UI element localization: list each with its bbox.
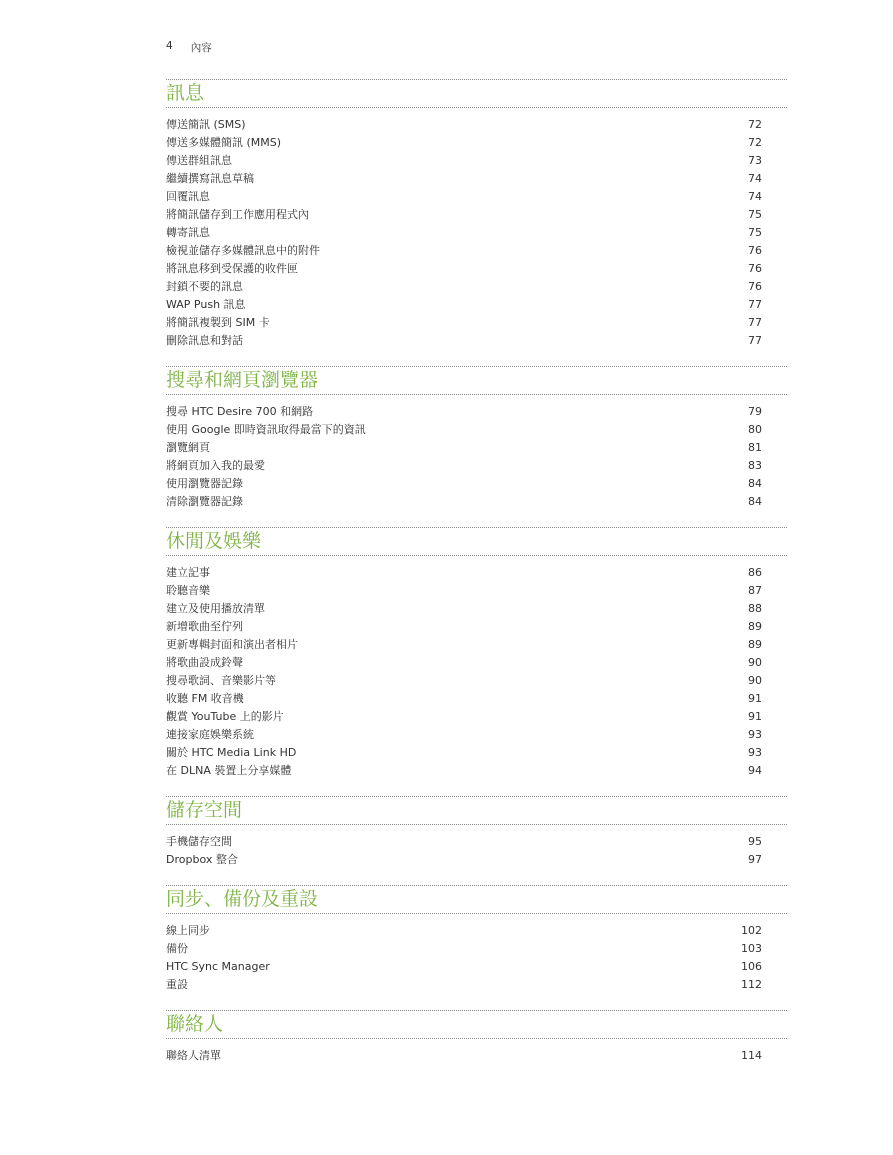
toc-entry-label: 繼續撰寫訊息草稿 [166,172,254,185]
toc-entry-label: 在 DLNA 裝置上分享媒體 [166,764,292,777]
toc-entry-label: WAP Push 訊息 [166,298,246,311]
toc-entry[interactable] [166,403,787,421]
toc-entry-label: 瀏覽網頁 [166,441,210,454]
toc-entry[interactable] [166,332,787,350]
toc-section [166,79,787,350]
toc-entry-label: 傳送多媒體簡訊 (MMS) [166,136,282,149]
toc-entry-page: 91 [748,692,762,705]
toc-entry-page: 84 [748,477,762,490]
toc-entry-page: 84 [748,495,762,508]
toc-entry-page: 89 [748,620,762,633]
toc-entry-page: 93 [748,728,762,741]
toc-entry[interactable] [166,976,787,994]
toc-entry-label: 關於 HTC Media Link HD [166,746,297,759]
toc-entry[interactable] [166,457,787,475]
section-title: 同步、備份及重設 [166,885,787,914]
toc-entry[interactable] [166,475,787,493]
toc-entry[interactable] [166,421,787,439]
toc-entry-page: 87 [748,584,762,597]
toc-entry-label: 新增歌曲至佇列 [166,620,243,633]
toc-entry-label: 建立記事 [166,566,210,579]
toc-entry-label: 重設 [166,978,188,991]
toc-entry-label: 備份 [166,942,188,955]
toc-entry-page: 93 [748,746,762,759]
toc-entry-label: 收聽 FM 收音機 [166,692,244,705]
toc-entry-label: 刪除訊息和對話 [166,334,243,347]
toc-entry-page: 90 [748,656,762,669]
section-title: 儲存空間 [166,796,787,825]
toc-entry[interactable] [166,296,787,314]
toc-entry-page: 83 [748,459,762,472]
toc-entry-page: 76 [748,280,762,293]
toc-entry-label: 搜尋 HTC Desire 700 和網路 [166,405,314,418]
toc-entry-label: HTC Sync Manager [166,960,270,973]
toc-entry-label: 封鎖不要的訊息 [166,280,243,293]
toc-entry[interactable] [166,762,787,780]
toc-entry-page: 81 [748,441,762,454]
toc-entry-page: 95 [748,835,762,848]
toc-entry-label: 將訊息移到受保護的收件匣 [166,262,298,275]
page-header-title: 內容 [190,42,212,54]
toc-entry-label: 將歌曲設成鈴聲 [166,656,243,669]
toc-entry[interactable] [166,439,787,457]
toc-entry-label: 使用瀏覽器記錄 [166,477,243,490]
section-title: 搜尋和網頁瀏覽器 [166,366,787,395]
toc-entry-page: 89 [748,638,762,651]
toc-entry[interactable] [166,188,787,206]
toc-entry-page: 90 [748,674,762,687]
toc-entry[interactable] [166,940,787,958]
toc-entry[interactable] [166,242,787,260]
toc-entry-page: 91 [748,710,762,723]
toc-entry-page: 72 [748,136,762,149]
toc-entry-label: 轉寄訊息 [166,226,210,239]
toc-entry[interactable] [166,690,787,708]
toc-entry-label: 將簡訊複製到 SIM 卡 [166,316,270,329]
toc-entry[interactable] [166,851,787,869]
toc-entry-page: 114 [741,1049,762,1062]
toc-entry[interactable] [166,224,787,242]
section-title: 聯絡人 [166,1010,787,1039]
toc-entry[interactable] [166,744,787,762]
toc-entry[interactable] [166,636,787,654]
toc-entry[interactable] [166,958,787,976]
toc-entry[interactable] [166,260,787,278]
toc-entry[interactable] [166,278,787,296]
toc-entry[interactable] [166,600,787,618]
toc-entry-label: Dropbox 整合 [166,853,238,866]
toc-entry[interactable] [166,922,787,940]
toc-entry[interactable] [166,618,787,636]
toc-entry-page: 74 [748,190,762,203]
toc-entry-page: 76 [748,244,762,257]
section-title: 休閒及娛樂 [166,527,787,556]
toc-entry-label: 檢視並儲存多媒體訊息中的附件 [166,244,320,257]
toc-entry-page: 72 [748,118,762,131]
toc-entry-page: 74 [748,172,762,185]
toc-entry-page: 75 [748,208,762,221]
toc-entry-label: 觀賞 YouTube 上的影片 [166,710,284,723]
toc-entry-label: 手機儲存空間 [166,835,232,848]
toc-entry-label: 聆聽音樂 [166,584,210,597]
page-number: 4 [166,40,173,52]
toc-entry[interactable] [166,564,787,582]
toc-entry[interactable] [166,672,787,690]
toc-entry[interactable] [166,1047,787,1065]
toc-entry-label: 建立及使用播放清單 [166,602,265,615]
toc-entry-page: 77 [748,316,762,329]
toc-entry[interactable] [166,726,787,744]
toc-entry-page: 106 [741,960,762,973]
toc-section [166,885,787,994]
toc-entry[interactable] [166,116,787,134]
toc-entry-label: 傳送群組訊息 [166,154,232,167]
toc-entry[interactable] [166,170,787,188]
toc-entry-page: 88 [748,602,762,615]
toc-entry-page: 102 [741,924,762,937]
toc-entry-page: 80 [748,423,762,436]
toc-entry-label: 使用 Google 即時資訊取得最當下的資訊 [166,423,366,436]
toc-entry-page: 77 [748,334,762,347]
toc-entry-page: 73 [748,154,762,167]
toc-section [166,796,787,869]
page-header [166,40,212,55]
toc-section [166,527,787,780]
toc-entry-label: 傳送簡訊 (SMS) [166,118,246,131]
toc-section [166,366,787,511]
toc-entry-label: 將簡訊儲存到工作應用程式內 [166,208,309,221]
toc-entry-label: 連接家庭娛樂系統 [166,728,254,741]
toc-section [166,1010,787,1065]
toc-entry-page: 75 [748,226,762,239]
toc-entry[interactable] [166,152,787,170]
toc-entry-page: 97 [748,853,762,866]
toc-entry[interactable] [166,654,787,672]
toc-entry[interactable] [166,582,787,600]
toc-entry-page: 86 [748,566,762,579]
toc-entry-page: 94 [748,764,762,777]
toc-entry[interactable] [166,314,787,332]
toc-entry-label: 線上同步 [166,924,210,937]
toc-entry-label: 更新專輯封面和演出者相片 [166,638,298,651]
toc-entry-label: 搜尋歌詞、音樂影片等 [166,674,276,687]
toc-entry-label: 將網頁加入我的最愛 [166,459,265,472]
toc-entry[interactable] [166,493,787,511]
toc-entry-label: 回覆訊息 [166,190,210,203]
toc-entry-page: 77 [748,298,762,311]
toc-entry-page: 79 [748,405,762,418]
toc-entry-page: 103 [741,942,762,955]
toc-entry[interactable] [166,833,787,851]
toc-entry-page: 112 [741,978,762,991]
toc-entry[interactable] [166,206,787,224]
toc-entry[interactable] [166,134,787,152]
toc-entry[interactable] [166,708,787,726]
toc-entry-label: 清除瀏覽器記錄 [166,495,243,508]
toc-entry-label: 聯絡人清單 [166,1049,221,1062]
toc-entry-page: 76 [748,262,762,275]
section-title: 訊息 [166,79,787,108]
table-of-contents [166,79,787,1081]
